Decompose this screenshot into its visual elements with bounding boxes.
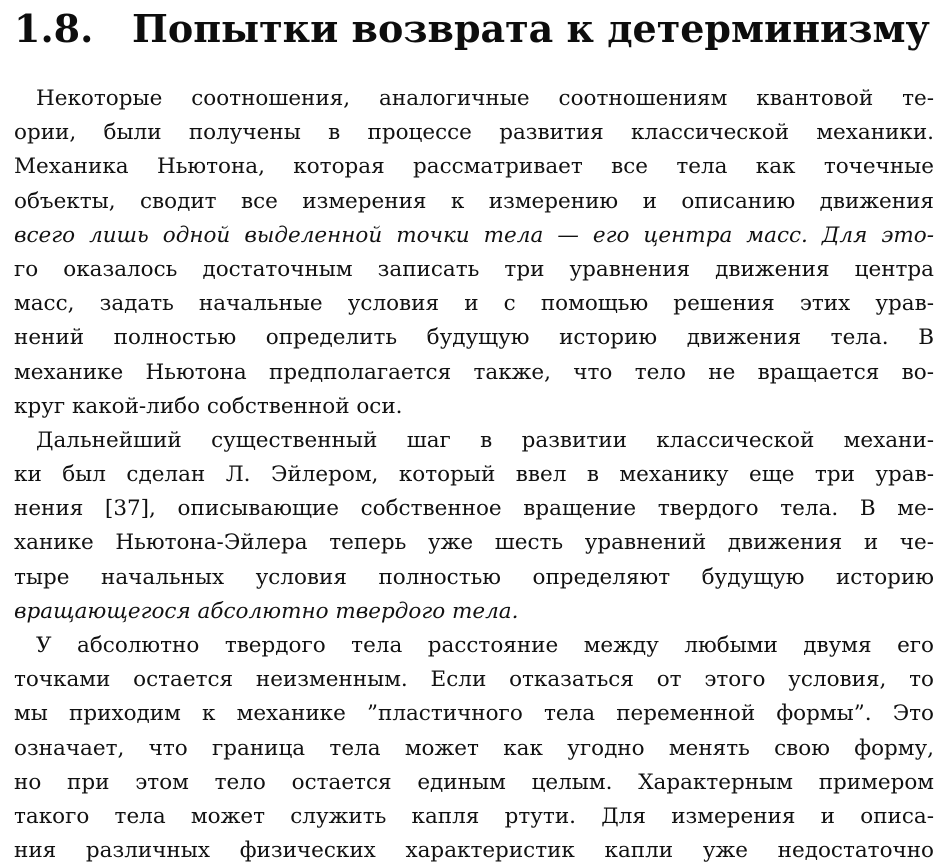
text-line: ки был сделан Л. Эйлером, который ввел в механику еще три урав- bbox=[14, 462, 934, 488]
text-line: У абсолютно твердого тела расстояние между любыми двумя его bbox=[36, 633, 934, 658]
text-line: нений полностью определить будущую историю движения тела. В bbox=[14, 325, 934, 351]
text-line: ории, были получены в процессе развития классической механики. bbox=[14, 120, 934, 146]
text-line: вращающегося абсолютно твердого тела. bbox=[14, 598, 519, 624]
italic-text: Для это- bbox=[821, 222, 934, 248]
section-heading bbox=[14, 4, 930, 54]
section-title: Попытки возврата к детерминизму bbox=[132, 6, 930, 51]
text-line: ханике Ньютона-Эйлера теперь уже шесть уравнений движения и че- bbox=[14, 530, 934, 556]
text-line: нения [37], описывающие собственное вращение твердого тела. В ме- bbox=[14, 496, 934, 522]
text-line bbox=[14, 219, 934, 253]
text-line: Механика Ньютона, которая рассматривает все тела как точечные bbox=[14, 154, 934, 180]
text-line: Некоторые соотношения, аналогичные соотношениям квантовой те- bbox=[36, 86, 934, 111]
text-line: такого тела может служить капля ртути. Для измерения и описа- bbox=[14, 803, 934, 829]
text-line: но при этом тело остается единым целым. Характерным примером bbox=[14, 769, 934, 795]
body-text bbox=[14, 82, 934, 868]
text-line: ния различных физических характеристик капли уже недостаточно bbox=[14, 838, 934, 864]
text-line: Дальнейший существенный шаг в развитии классической механи- bbox=[36, 427, 934, 453]
text-line: го оказалось достаточным записать три уравнения движения центра bbox=[14, 256, 934, 282]
text-line: означает, что граница тела может как угодно менять свою форму, bbox=[14, 735, 934, 761]
text-line: тыре начальных условия полностью определяют будущую историю bbox=[14, 564, 934, 590]
text-line: масс, задать начальные условия и с помощью решения этих урав- bbox=[14, 291, 934, 317]
section-number: 1.8. bbox=[14, 6, 94, 51]
text-line: точками остается неизменным. Если отказаться от этого условия, то bbox=[14, 667, 934, 693]
text-line: мы приходим к механике ”пластичного тела переменной формы”. Это bbox=[14, 701, 934, 727]
text-line: круг какой-либо собственной оси. bbox=[14, 393, 403, 419]
text-line: объекты, сводит все измерения к измерению и описанию движения bbox=[14, 188, 934, 214]
italic-text: всего лишь одной выделенной точки тела — его центра масс. bbox=[14, 222, 808, 248]
text-line: механике Ньютона предполагается также, что тело не вращается во- bbox=[14, 359, 934, 385]
